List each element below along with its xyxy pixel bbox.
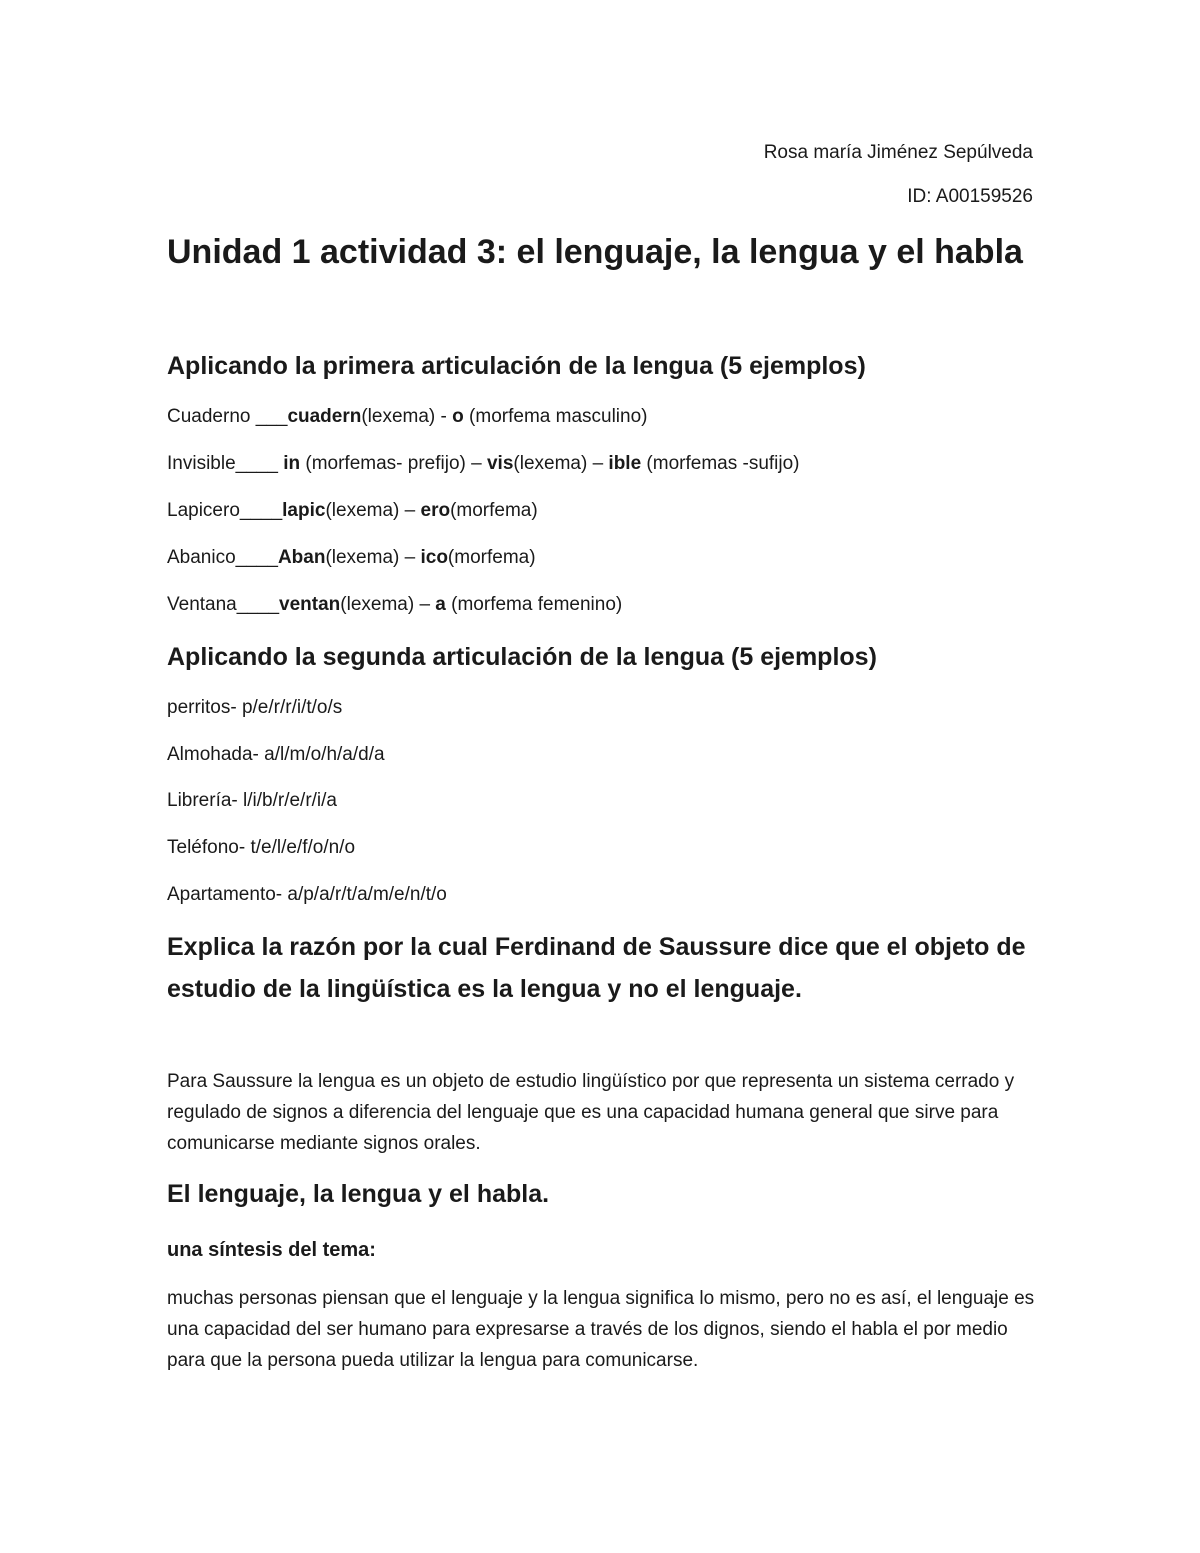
phoneme-example: perritos- p/e/r/r/i/t/o/s bbox=[167, 697, 343, 718]
student-id: ID: A00159526 bbox=[907, 186, 1033, 207]
morpheme-example: Cuaderno ___cuadern(lexema) - o (morfema masculino) bbox=[167, 406, 648, 427]
morpheme-example: Invisible____ in (morfemas- prefijo) – vis(lexema) – ible (morfemas -sufijo) bbox=[167, 453, 800, 474]
section3-heading: Explica la razón por la cual Ferdinand de Saussure dice que el objeto de estudio de la lingüística es la lengua y no el lenguaje. bbox=[167, 933, 1026, 1003]
section1-heading: Aplicando la primera articulación de la lengua (5 ejemplos) bbox=[167, 352, 866, 380]
section4-paragraph: muchas personas piensan que el lenguaje y la lengua significa lo mismo, pero no es así, el lenguaje es una capacidad del ser humano para expresarse a través de los dignos, siendo el habla el por medio para que la persona pueda utilizar la lengua para comunicarse. bbox=[167, 1288, 1035, 1371]
phoneme-example: Librería- l/i/b/r/e/r/i/a bbox=[167, 790, 337, 811]
morpheme-example: Ventana____ventan(lexema) – a (morfema femenino) bbox=[167, 594, 623, 615]
section2-heading: Aplicando la segunda articulación de la lengua (5 ejemplos) bbox=[167, 643, 877, 671]
phoneme-example: Teléfono- t/e/l/e/f/o/n/o bbox=[167, 837, 356, 858]
author-name: Rosa maría Jiménez Sepúlveda bbox=[763, 142, 1033, 163]
document-title: Unidad 1 actividad 3: el lenguaje, la lengua y el habla bbox=[167, 233, 1023, 271]
morpheme-example: Lapicero____lapic(lexema) – ero(morfema) bbox=[167, 500, 538, 521]
section4-subheading: una síntesis del tema: bbox=[167, 1239, 376, 1261]
phoneme-example: Almohada- a/l/m/o/h/a/d/a bbox=[167, 744, 385, 765]
section4-heading: El lenguaje, la lengua y el habla. bbox=[167, 1180, 550, 1208]
section3-paragraph: Para Saussure la lengua es un objeto de estudio lingüístico por que representa un sistema cerrado y regulado de signos a diferencia del lenguaje que es una capacidad humana general que sirve para comunicarse mediante signos orales. bbox=[167, 1071, 1015, 1154]
phoneme-example: Apartamento- a/p/a/r/t/a/m/e/n/t/o bbox=[167, 884, 447, 905]
morpheme-example: Abanico____Aban(lexema) – ico(morfema) bbox=[167, 547, 536, 568]
